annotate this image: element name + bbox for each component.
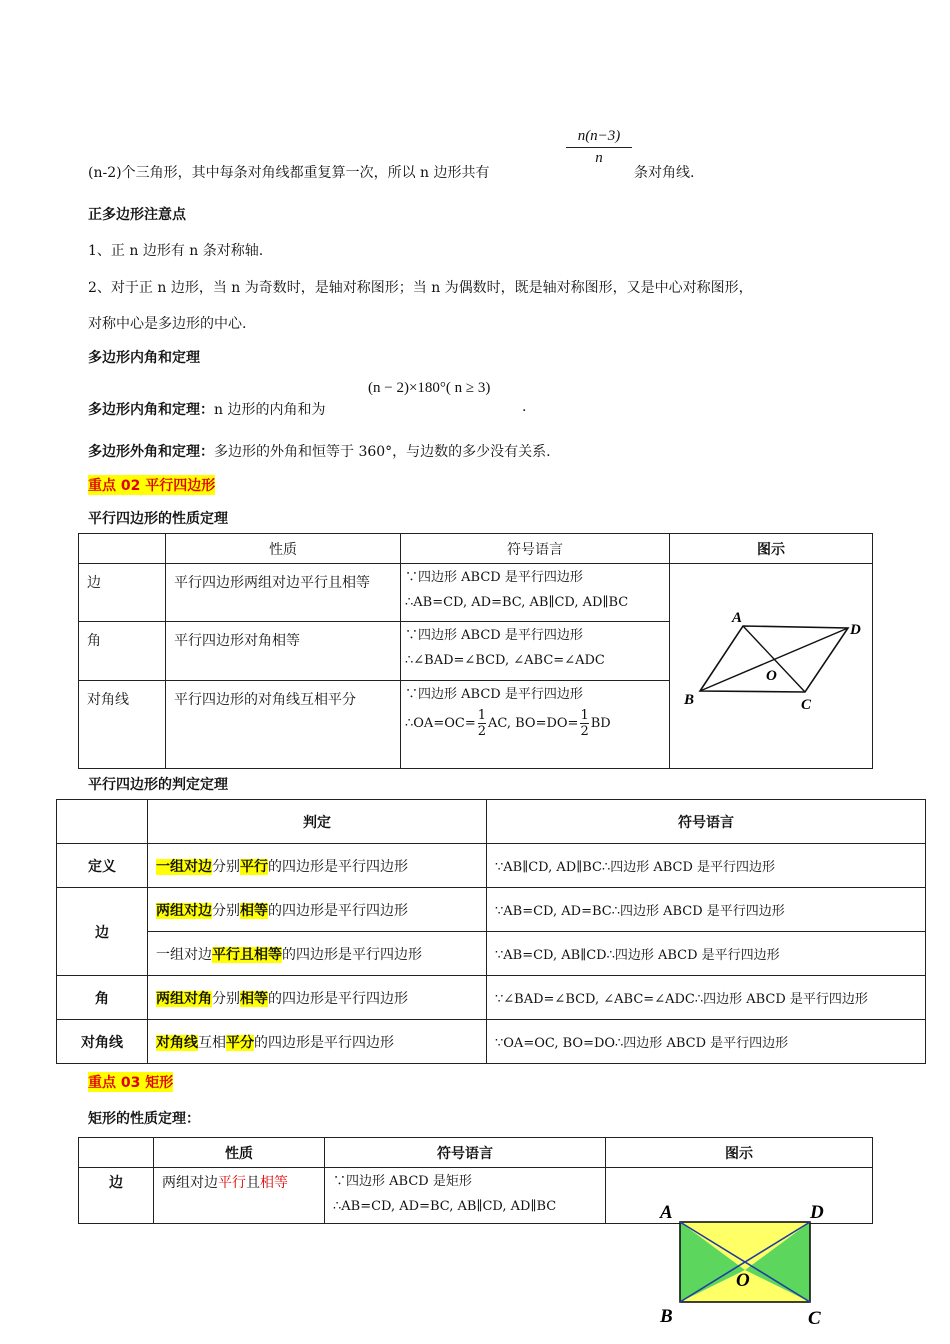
text: 两组对边 bbox=[162, 1175, 218, 1191]
half-num: 1 bbox=[580, 707, 589, 723]
highlight: 两组对角 bbox=[156, 990, 212, 1007]
row-judgment bbox=[148, 976, 487, 1020]
row-property bbox=[154, 1168, 325, 1224]
half-fraction bbox=[580, 708, 588, 739]
symbol-line-1: ∵四边形 ABCD 是平行四边形 bbox=[405, 570, 583, 585]
label-b: B bbox=[660, 1306, 673, 1327]
exterior-label: 多边形外角和定理： bbox=[88, 444, 214, 460]
parallelogram-figure-cell bbox=[670, 564, 873, 769]
highlight: 平行且相等 bbox=[212, 946, 282, 963]
symbol-line-2: ∴∠BAD=∠BCD, ∠ABC=∠ADC bbox=[405, 653, 605, 669]
symbol-part-b: AC, BO=DO= bbox=[488, 715, 579, 731]
table-header-row bbox=[57, 800, 926, 844]
highlight: 相等 bbox=[240, 902, 268, 919]
label-c: C bbox=[801, 697, 812, 713]
highlight: 平分 bbox=[226, 1034, 254, 1051]
header-empty bbox=[79, 534, 166, 564]
diagonal-count-fraction bbox=[566, 128, 632, 167]
table-row bbox=[57, 1020, 926, 1064]
row-judgment bbox=[148, 888, 487, 932]
row-symbol: ∵AB∥CD, AD∥BC∴四边形 ABCD 是平行四边形 bbox=[487, 844, 926, 888]
exterior-line bbox=[88, 441, 551, 461]
highlight: 对角线 bbox=[156, 1034, 198, 1051]
label-a: A bbox=[660, 1202, 673, 1223]
symbol-line-1: ∵四边形 ABCD 是平行四边形 bbox=[405, 628, 583, 644]
red-text: 平行 bbox=[218, 1175, 246, 1191]
text: 的四边形是平行四边形 bbox=[282, 946, 422, 963]
regular-point-2b: 对称中心是多边形的中心. bbox=[88, 316, 247, 332]
label-a: A bbox=[732, 610, 743, 626]
key02-title: 重点 02 平行四边形 bbox=[88, 475, 215, 495]
symbol-part-c: BD bbox=[590, 715, 611, 731]
row-name: 对角线 bbox=[57, 1020, 148, 1064]
label-c: C bbox=[808, 1308, 821, 1329]
regular-point-1: 1、正 n 边形有 n 条对称轴. bbox=[88, 243, 264, 259]
header-symbol: 符号语言 bbox=[401, 534, 670, 564]
symbol-line-2: ∴AB=CD, AD=BC, AB∥CD, AD∥BC bbox=[333, 1199, 557, 1214]
header-empty bbox=[79, 1138, 154, 1168]
symbol-line-1: ∵四边形 ABCD 是平行四边形 bbox=[405, 686, 583, 702]
table-row bbox=[57, 932, 926, 976]
row-name: 边 bbox=[79, 564, 166, 622]
text: 且 bbox=[246, 1175, 260, 1191]
text: 的四边形是平行四边形 bbox=[254, 1034, 394, 1051]
parallelogram-properties-table bbox=[78, 533, 873, 769]
intro-after: 条对角线. bbox=[634, 165, 695, 181]
symbol-line-2 bbox=[405, 708, 661, 739]
red-text: 相等 bbox=[260, 1175, 288, 1191]
text: 互相 bbox=[198, 1034, 226, 1051]
header-figure: 图示 bbox=[670, 534, 873, 564]
intro-text bbox=[88, 162, 490, 182]
highlight: 相等 bbox=[240, 990, 268, 1007]
header-figure: 图示 bbox=[606, 1138, 873, 1168]
key03-title: 重点 03 矩形 bbox=[88, 1072, 173, 1092]
half-fraction bbox=[478, 708, 486, 739]
row-symbol: ∵AB=CD, AD=BC∴四边形 ABCD 是平行四边形 bbox=[487, 888, 926, 932]
table-row bbox=[79, 564, 873, 622]
symbol-line-1: ∵四边形 ABCD 是矩形 bbox=[333, 1174, 472, 1189]
row-property: 平行四边形两组对边平行且相等 bbox=[166, 564, 401, 622]
parallelogram-judgment-table bbox=[56, 799, 926, 1064]
highlight: 两组对边 bbox=[156, 902, 212, 919]
row-name: 角 bbox=[57, 976, 148, 1020]
row-name: 定义 bbox=[57, 844, 148, 888]
symbol-part-a: ∴OA=OC= bbox=[405, 715, 476, 731]
row-symbol: ∵∠BAD=∠BCD, ∠ABC=∠ADC∴四边形 ABCD 是平行四边形 bbox=[487, 976, 926, 1020]
row-property: 平行四边形的对角线互相平分 bbox=[166, 680, 401, 768]
row-judgment bbox=[148, 844, 487, 888]
text: 分别 bbox=[212, 902, 240, 919]
fraction-numerator: n(n−3) bbox=[566, 128, 632, 148]
header-symbol: 符号语言 bbox=[325, 1138, 606, 1168]
row-name: 角 bbox=[79, 622, 166, 680]
fraction-denominator: n bbox=[595, 150, 603, 166]
row-symbol: ∵AB=CD, AB∥CD∴四边形 ABCD 是平行四边形 bbox=[487, 932, 926, 976]
header-property: 性质 bbox=[154, 1138, 325, 1168]
table-header-row bbox=[79, 534, 873, 564]
half-num: 1 bbox=[477, 707, 486, 723]
header-judgment: 判定 bbox=[148, 800, 487, 844]
parallelogram-figure bbox=[670, 564, 870, 764]
intro-before: (n-2)个三角形，其中每条对角线都重复算一次，所以 n 边形共有 bbox=[88, 165, 490, 181]
row-symbol: ∵OA=OC, BO=DO∴四边形 ABCD 是平行四边形 bbox=[487, 1020, 926, 1064]
regular-heading: 正多边形注意点 bbox=[88, 207, 186, 223]
header-symbol: 符号语言 bbox=[487, 800, 926, 844]
symbol-line-2: ∴AB=CD, AD=BC, AB∥CD, AD∥BC bbox=[405, 595, 629, 610]
para-props-heading: 平行四边形的性质定理 bbox=[88, 511, 228, 527]
interior-line bbox=[88, 399, 325, 419]
row-judgment bbox=[148, 1020, 487, 1064]
row-name: 对角线 bbox=[79, 680, 166, 768]
rectangle-figure bbox=[650, 1196, 840, 1344]
row-symbol bbox=[325, 1168, 606, 1224]
label-b: B bbox=[684, 692, 695, 708]
text: 的四边形是平行四边形 bbox=[268, 902, 408, 919]
rect-props-heading: 矩形的性质定理： bbox=[88, 1111, 200, 1127]
highlight: 平行 bbox=[240, 858, 268, 875]
interior-text: n 边形的内角和为 bbox=[214, 402, 326, 418]
text: 的四边形是平行四边形 bbox=[268, 990, 408, 1007]
highlight: 一组对边 bbox=[156, 858, 212, 875]
row-name: 边 bbox=[79, 1168, 154, 1224]
text: 分别 bbox=[212, 858, 240, 875]
exterior-text: 多边形的外角和恒等于 360°，与边数的多少没有关系. bbox=[214, 444, 551, 460]
label-o: O bbox=[766, 668, 777, 684]
half-den: 2 bbox=[580, 723, 589, 739]
table-row bbox=[57, 976, 926, 1020]
header-empty bbox=[57, 800, 148, 844]
table-row bbox=[57, 888, 926, 932]
row-name: 边 bbox=[57, 888, 148, 976]
row-symbol bbox=[401, 564, 670, 622]
row-symbol bbox=[401, 680, 670, 768]
interior-heading: 多边形内角和定理 bbox=[88, 350, 200, 366]
table-row bbox=[57, 844, 926, 888]
regular-point-2a: 2、对于正 n 边形，当 n 为奇数时，是轴对称图形；当 n 为偶数时，既是轴对称图形，又是中心对称图形， bbox=[88, 280, 753, 296]
text: 一组对边 bbox=[156, 946, 212, 963]
interior-end: . bbox=[522, 399, 527, 415]
table-header-row bbox=[79, 1138, 873, 1168]
interior-label: 多边形内角和定理： bbox=[88, 402, 214, 418]
text: 的四边形是平行四边形 bbox=[268, 858, 408, 875]
row-symbol bbox=[401, 622, 670, 680]
row-property: 平行四边形对角相等 bbox=[166, 622, 401, 680]
text: 分别 bbox=[212, 990, 240, 1007]
label-o: O bbox=[736, 1270, 750, 1291]
para-judge-heading: 平行四边形的判定定理 bbox=[88, 777, 228, 793]
interior-formula: (n − 2)×180°( n ≥ 3) bbox=[368, 380, 491, 396]
row-judgment bbox=[148, 932, 487, 976]
half-den: 2 bbox=[477, 723, 486, 739]
label-d: D bbox=[850, 622, 861, 638]
label-d: D bbox=[810, 1202, 824, 1223]
header-property: 性质 bbox=[166, 534, 401, 564]
